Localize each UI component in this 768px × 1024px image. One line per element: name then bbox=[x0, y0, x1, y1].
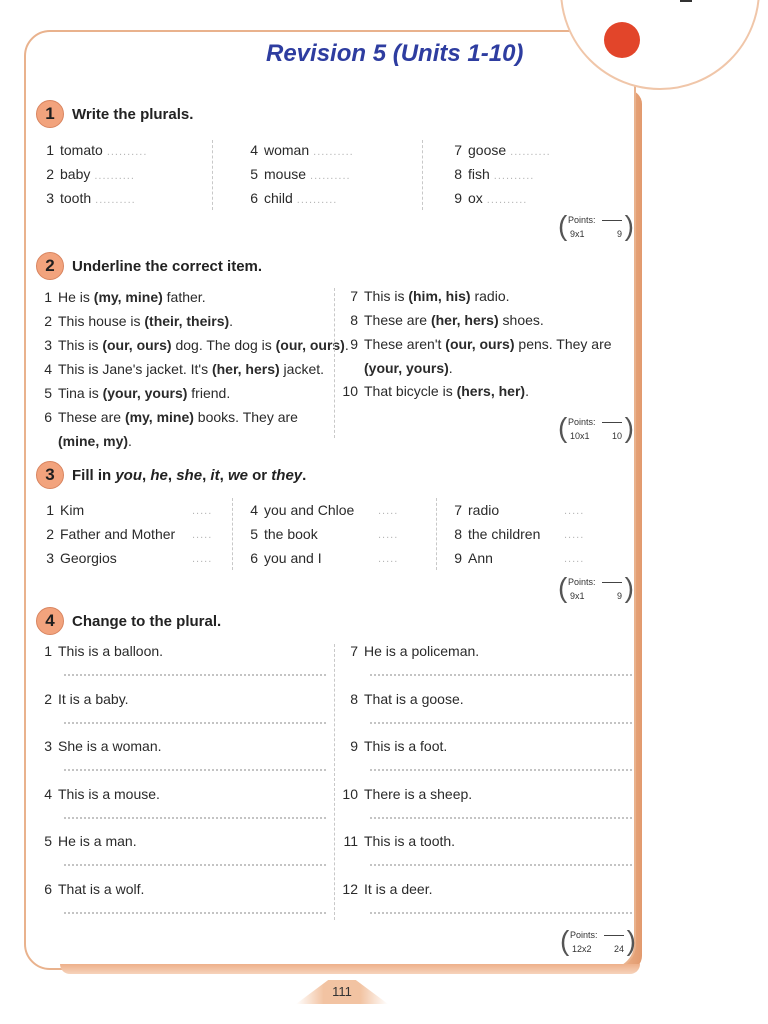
fill-in-item bbox=[448, 526, 540, 542]
item-number: 11 bbox=[343, 833, 358, 849]
item-text: woman bbox=[264, 142, 310, 158]
item-text: This is a tooth. bbox=[364, 833, 456, 849]
item-number: 12 bbox=[342, 880, 358, 897]
points-box-1: ( ) Points: 9x1 9 bbox=[558, 210, 634, 241]
item-text: That bicycle is bbox=[364, 383, 457, 399]
plural-item bbox=[448, 142, 551, 158]
points-box-3: ( ) Points: 9x1 9 bbox=[558, 572, 634, 603]
item-text: This is bbox=[364, 288, 409, 304]
item-number: 4 bbox=[44, 785, 52, 802]
answer-line[interactable] bbox=[64, 864, 326, 866]
item-text: . bbox=[229, 313, 234, 329]
plural-item bbox=[40, 166, 135, 182]
sentence-item bbox=[38, 289, 206, 305]
item-number: 7 bbox=[454, 502, 462, 518]
item-text: It is a baby. bbox=[58, 690, 129, 707]
item-text: This house is bbox=[58, 313, 145, 329]
item-text: the children bbox=[468, 526, 541, 542]
plural-sentence-item bbox=[336, 786, 472, 802]
red-dot-icon bbox=[604, 22, 640, 58]
plural-item bbox=[448, 190, 527, 206]
points-label: Points: bbox=[568, 215, 596, 225]
title-text: or bbox=[247, 466, 272, 484]
item-number: 7 bbox=[454, 142, 462, 158]
sentence-item bbox=[38, 433, 132, 449]
plural-sentence-item bbox=[38, 881, 144, 897]
item-text: baby bbox=[60, 166, 91, 182]
answer-blank[interactable]: ..... bbox=[378, 553, 399, 565]
fill-in-item bbox=[244, 502, 354, 518]
emphasis-text: (her, hers) bbox=[211, 361, 280, 377]
exercise-2-header bbox=[36, 252, 262, 280]
item-text: fish bbox=[468, 166, 490, 182]
points-mult: 9x1 bbox=[570, 229, 585, 239]
sentence-item bbox=[38, 337, 349, 353]
emphasis-text: (my, mine) bbox=[93, 289, 163, 305]
answer-line[interactable] bbox=[64, 769, 326, 771]
points-line bbox=[602, 582, 622, 583]
exercise-title: Write the plurals. bbox=[72, 105, 194, 123]
item-number: 2 bbox=[44, 313, 52, 329]
answer-line[interactable] bbox=[64, 674, 326, 676]
answer-blank[interactable]: .......... bbox=[95, 194, 136, 206]
item-text: ox bbox=[468, 190, 483, 206]
column-divider bbox=[436, 498, 437, 570]
answer-line[interactable] bbox=[370, 674, 632, 676]
points-mult: 9x1 bbox=[570, 591, 585, 601]
item-text: . bbox=[344, 337, 349, 353]
item-text: mouse bbox=[264, 166, 307, 182]
pronoun-text: they bbox=[271, 466, 303, 484]
item-text: It is a deer. bbox=[364, 880, 433, 897]
item-number: 2 bbox=[46, 166, 54, 182]
points-box-2: ( ) Points: 10x1 10 bbox=[558, 412, 634, 443]
exercise-title: Underline the correct item. bbox=[72, 257, 263, 275]
item-text: That is a goose. bbox=[364, 690, 464, 707]
emphasis-text: (him, his) bbox=[408, 288, 471, 304]
item-text: pens. They are bbox=[514, 336, 612, 352]
title-text: , bbox=[219, 466, 228, 484]
item-text: This is a mouse. bbox=[58, 785, 160, 802]
exercise-4-header bbox=[36, 607, 221, 635]
exercise-number-badge: 2 bbox=[36, 252, 64, 280]
plural-item bbox=[448, 166, 534, 182]
answer-blank[interactable]: .......... bbox=[493, 170, 535, 182]
item-text: He is a policeman. bbox=[364, 643, 480, 659]
item-text: radio. bbox=[470, 288, 510, 304]
answer-blank[interactable]: ..... bbox=[378, 505, 399, 517]
plural-sentence-item bbox=[336, 833, 455, 849]
item-number: 4 bbox=[250, 502, 258, 518]
plural-sentence-item bbox=[336, 738, 447, 754]
item-number: 9 bbox=[350, 738, 358, 754]
item-text: tooth bbox=[60, 190, 92, 206]
exercise-number-badge: 4 bbox=[36, 607, 64, 635]
item-number: 5 bbox=[250, 526, 258, 542]
item-number: 8 bbox=[350, 312, 358, 328]
item-number: 4 bbox=[250, 142, 258, 158]
plural-item bbox=[244, 166, 351, 182]
fill-in-item bbox=[448, 502, 499, 518]
item-text: Ann bbox=[468, 550, 493, 566]
item-text: the book bbox=[264, 526, 318, 542]
sentence-item bbox=[336, 336, 612, 352]
plural-sentence-item bbox=[38, 833, 137, 849]
plural-sentence-item bbox=[336, 881, 432, 897]
fill-in-item bbox=[448, 550, 493, 566]
answer-blank[interactable]: ..... bbox=[564, 553, 585, 565]
item-text: child bbox=[264, 190, 293, 206]
item-number: 1 bbox=[46, 142, 54, 158]
item-number: 6 bbox=[44, 880, 52, 897]
emphasis-text: (her, hers) bbox=[430, 312, 499, 328]
item-text: Father and Mother bbox=[60, 526, 176, 542]
pronoun-text: we bbox=[227, 466, 248, 484]
item-text: friend. bbox=[187, 385, 231, 401]
exercise-1-header bbox=[36, 100, 193, 128]
item-text: These are bbox=[58, 409, 125, 425]
item-text: She is a woman. bbox=[58, 738, 162, 754]
fill-in-item bbox=[244, 526, 318, 542]
sentence-item bbox=[38, 385, 230, 401]
item-number: 5 bbox=[44, 833, 52, 849]
column-divider bbox=[334, 288, 335, 438]
column-divider bbox=[232, 498, 233, 570]
item-number: 3 bbox=[44, 738, 52, 754]
item-number: 9 bbox=[454, 190, 462, 206]
sentence-item bbox=[38, 361, 324, 377]
item-text: This is Jane's jacket. It's bbox=[58, 361, 212, 377]
pronoun-text: he bbox=[150, 466, 168, 484]
item-number: 5 bbox=[250, 166, 258, 182]
plural-item bbox=[40, 142, 147, 158]
item-number: 9 bbox=[454, 550, 462, 566]
item-number: 1 bbox=[44, 643, 52, 659]
answer-blank[interactable]: .......... bbox=[94, 170, 135, 182]
item-text: This is bbox=[58, 337, 103, 353]
sentence-item bbox=[336, 360, 453, 376]
item-text: Georgios bbox=[60, 550, 117, 566]
item-number: 3 bbox=[46, 550, 54, 566]
plural-item bbox=[244, 190, 337, 206]
dash-mark bbox=[680, 0, 692, 2]
column-divider bbox=[422, 140, 423, 210]
item-text: goose bbox=[468, 142, 507, 158]
column-divider bbox=[334, 644, 335, 920]
pronoun-text: you bbox=[115, 466, 143, 484]
emphasis-text: (mine, my) bbox=[58, 433, 129, 449]
item-number: 10 bbox=[342, 785, 358, 802]
emphasis-text: (hers, her) bbox=[456, 383, 526, 399]
item-text: radio bbox=[468, 502, 500, 518]
item-text: shoes. bbox=[498, 312, 544, 328]
item-text: books. They are bbox=[193, 409, 298, 425]
item-number: 5 bbox=[44, 385, 52, 401]
fill-in-item bbox=[40, 526, 175, 542]
sentence-item bbox=[38, 313, 233, 329]
item-number: 1 bbox=[46, 502, 54, 518]
item-number: 4 bbox=[44, 361, 52, 377]
exercise-title bbox=[72, 467, 306, 484]
points-total: 9 bbox=[616, 229, 622, 239]
item-number: 7 bbox=[350, 288, 358, 304]
answer-line[interactable] bbox=[370, 912, 632, 914]
page-number: 111 bbox=[332, 984, 352, 999]
emphasis-text: (your, yours) bbox=[102, 385, 188, 401]
points-label: Points: bbox=[568, 417, 596, 427]
item-text: . bbox=[525, 383, 529, 399]
answer-blank[interactable]: .......... bbox=[313, 146, 354, 158]
points-label: Points: bbox=[570, 930, 598, 940]
exercise-number-badge: 3 bbox=[36, 461, 64, 489]
answer-line[interactable] bbox=[64, 722, 326, 724]
emphasis-text: (my, mine) bbox=[124, 409, 194, 425]
answer-blank[interactable]: ..... bbox=[564, 505, 585, 517]
page-number-tab bbox=[296, 976, 388, 1004]
emphasis-text: (our, ours) bbox=[275, 337, 345, 353]
emphasis-text: (our, ours) bbox=[102, 337, 172, 353]
title-text: , bbox=[142, 466, 151, 484]
answer-blank[interactable]: .......... bbox=[486, 194, 528, 206]
item-number: 6 bbox=[250, 190, 258, 206]
item-text: He is bbox=[58, 289, 94, 305]
item-text: Kim bbox=[60, 502, 85, 518]
plural-sentence-item bbox=[38, 738, 162, 754]
fill-in-item bbox=[244, 550, 322, 566]
item-number: 1 bbox=[44, 289, 52, 305]
item-number: 9 bbox=[350, 336, 358, 352]
points-label: Points: bbox=[568, 577, 596, 587]
item-text: you and Chloe bbox=[264, 502, 355, 518]
sentence-item bbox=[336, 288, 510, 304]
plural-sentence-item bbox=[38, 643, 163, 659]
emphasis-text: (their, theirs) bbox=[144, 313, 230, 329]
item-number: 2 bbox=[46, 526, 54, 542]
plural-item bbox=[40, 190, 136, 206]
points-line bbox=[604, 935, 624, 936]
item-text: . bbox=[448, 360, 453, 376]
answer-line[interactable] bbox=[64, 912, 326, 914]
item-number: 8 bbox=[454, 526, 462, 542]
item-text: dog. The dog is bbox=[171, 337, 276, 353]
item-text: There is a sheep. bbox=[364, 785, 473, 802]
answer-line[interactable] bbox=[370, 817, 632, 819]
item-text: He is a man. bbox=[58, 833, 137, 849]
sentence-item bbox=[336, 312, 544, 328]
answer-line[interactable] bbox=[64, 817, 326, 819]
plural-sentence-item bbox=[336, 691, 464, 707]
plural-sentence-item bbox=[38, 691, 129, 707]
points-total: 10 bbox=[611, 431, 622, 441]
item-number: 3 bbox=[46, 190, 54, 206]
answer-blank[interactable]: .......... bbox=[106, 146, 148, 158]
exercise-number-badge: 1 bbox=[36, 100, 64, 128]
item-text: . bbox=[128, 433, 132, 449]
item-number: 2 bbox=[44, 690, 52, 707]
plural-item bbox=[244, 142, 354, 158]
item-number: 3 bbox=[44, 337, 52, 353]
fill-in-item bbox=[40, 550, 117, 566]
item-number: 6 bbox=[44, 409, 52, 425]
exercise-title: Change to the plural. bbox=[72, 612, 222, 630]
item-text: This is a balloon. bbox=[58, 643, 164, 659]
plural-sentence-item bbox=[38, 786, 160, 802]
answer-blank[interactable]: .......... bbox=[510, 146, 551, 158]
item-number: 10 bbox=[342, 383, 358, 399]
answer-line[interactable] bbox=[370, 769, 632, 771]
answer-blank[interactable]: ..... bbox=[192, 553, 213, 565]
answer-line[interactable] bbox=[370, 864, 632, 866]
emphasis-text: (your, yours) bbox=[364, 360, 449, 376]
item-text: Tina is bbox=[58, 385, 103, 401]
title-text: . bbox=[302, 466, 307, 484]
page-title: Revision 5 (Units 1-10) bbox=[266, 40, 524, 67]
item-text: jacket. bbox=[279, 361, 325, 377]
title-text: , bbox=[167, 466, 177, 484]
item-text: tomato bbox=[60, 142, 103, 158]
fill-in-item bbox=[40, 502, 84, 518]
item-text: That is a wolf. bbox=[58, 880, 145, 897]
pronoun-text: she bbox=[176, 466, 203, 484]
answer-blank[interactable]: ..... bbox=[564, 529, 585, 541]
answer-line[interactable] bbox=[370, 722, 632, 724]
item-text: This is a foot. bbox=[364, 738, 448, 754]
points-line bbox=[602, 220, 622, 221]
item-number: 7 bbox=[350, 643, 358, 659]
answer-blank[interactable]: ..... bbox=[192, 505, 213, 517]
pronoun-text: it bbox=[210, 466, 220, 484]
sentence-item bbox=[336, 383, 529, 399]
points-total: 9 bbox=[616, 591, 622, 601]
points-mult: 12x2 bbox=[572, 944, 592, 954]
points-total: 24 bbox=[613, 944, 624, 954]
column-divider bbox=[212, 140, 213, 210]
points-mult: 10x1 bbox=[570, 431, 590, 441]
item-number: 8 bbox=[454, 166, 462, 182]
item-text: father. bbox=[162, 289, 206, 305]
title-text: Fill in bbox=[72, 466, 116, 484]
item-text: These aren't bbox=[364, 336, 446, 352]
emphasis-text: (our, ours) bbox=[445, 336, 515, 352]
exercise-3-header bbox=[36, 461, 306, 489]
item-text: you and I bbox=[264, 550, 322, 566]
points-box-4: ( ) Points: 12x2 24 bbox=[560, 925, 636, 956]
panel-bottom-edge bbox=[60, 964, 640, 974]
item-text: These are bbox=[364, 312, 431, 328]
answer-blank[interactable]: ..... bbox=[378, 529, 399, 541]
answer-blank[interactable]: .......... bbox=[310, 170, 351, 182]
item-number: 8 bbox=[350, 690, 358, 707]
sentence-item bbox=[38, 409, 298, 425]
title-text: , bbox=[202, 466, 211, 484]
answer-blank[interactable]: .......... bbox=[296, 194, 338, 206]
answer-blank[interactable]: ..... bbox=[192, 529, 213, 541]
plural-sentence-item bbox=[336, 643, 479, 659]
points-line bbox=[602, 422, 622, 423]
item-number: 6 bbox=[250, 550, 258, 566]
